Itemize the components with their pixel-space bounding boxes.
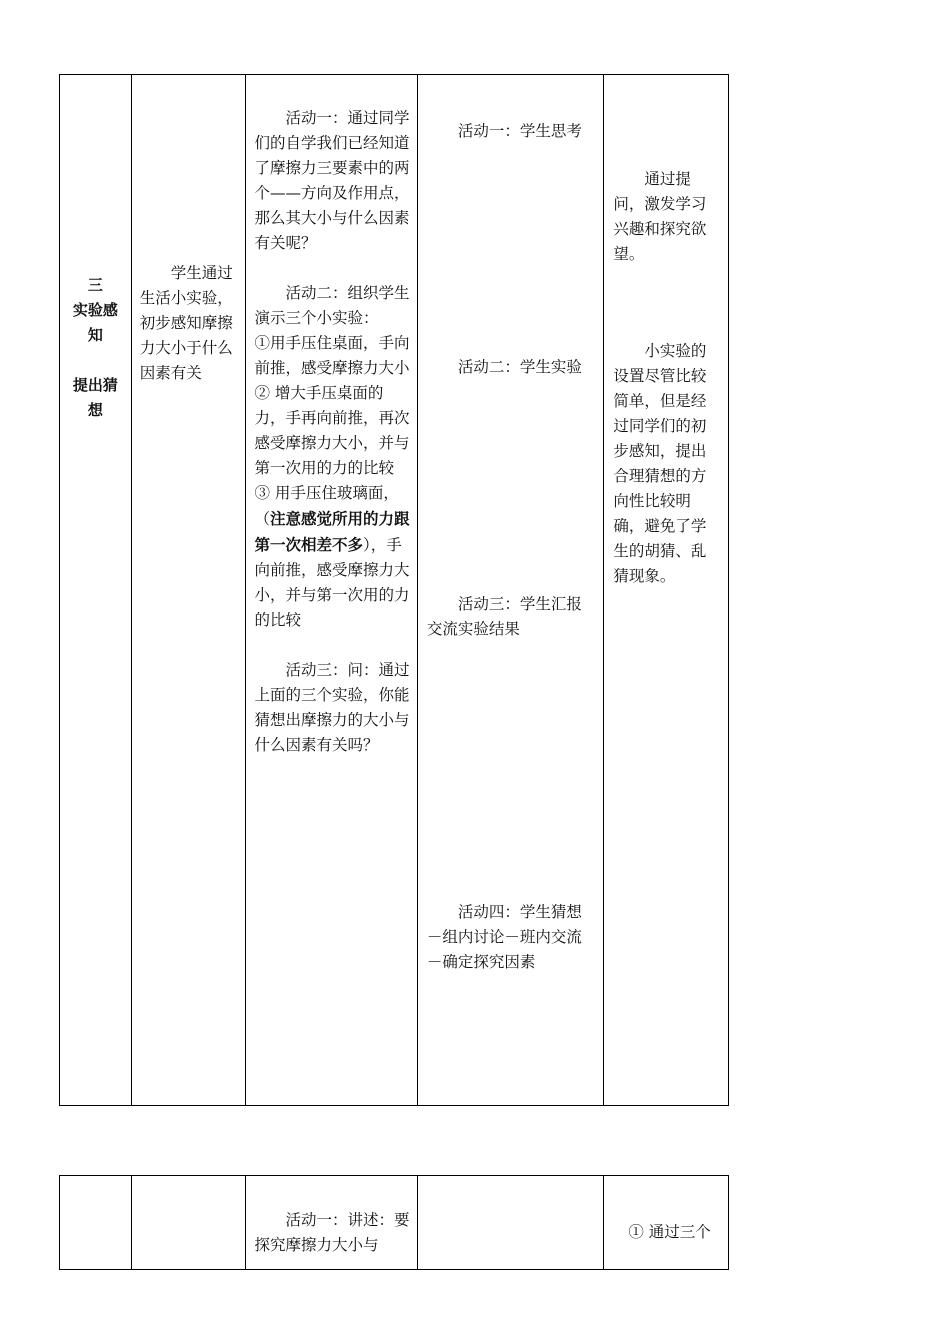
student-activity-3: 活动三：学生汇报交流实验结果 <box>426 595 582 638</box>
teacher-activity-1: 活动一：讲述：要探究摩擦力大小与 <box>254 1211 410 1254</box>
student-activity-4: 活动四：学生猜想－组内讨论－班内交流－确定探究因素 <box>426 903 582 971</box>
teacher-activity-2: 活动二：组织学生演示三个小实验： <box>254 284 410 327</box>
phase-line: 实验感 <box>72 301 118 319</box>
student-activity-1: 活动一：学生思考 <box>457 122 582 140</box>
teacher-activity-cell <box>246 1176 417 1269</box>
teacher-activity-3: 活动三：问：通过上面的三个实验，你能猜想出摩擦力的大小与什么因素有关吗？ <box>254 661 410 754</box>
step-3-note: 注意感觉所用的力跟第一次相差不多 <box>254 509 410 554</box>
objective-text: 学生通过生活小实验，初步感知摩擦力大小于什么因素有关 <box>139 264 233 382</box>
lesson-table-section-3 <box>59 74 729 1106</box>
experiment-step-2: ② 增大手压桌面的力，手再向前推，再次感受摩擦力大小，并与第一次用的力的比较 <box>254 384 410 477</box>
phase-cell <box>60 75 132 1105</box>
phase-gap <box>60 348 131 373</box>
step-3-prefix: ③ 用手压住玻璃面，（ <box>254 484 399 528</box>
design-intent-cell <box>604 1176 728 1269</box>
design-intent-cell <box>604 75 728 1105</box>
student-activity-cell <box>418 75 604 1105</box>
student-activity-cell <box>418 1176 604 1269</box>
teacher-activity-1: 活动一：通过同学们的自学我们已经知道了摩擦力三要素中的两个——方向及作用点，那么其大小与什么因素有关呢？ <box>254 109 410 252</box>
phase-line: 想 <box>87 401 103 419</box>
objective-cell <box>132 75 247 1105</box>
phase-title <box>60 273 131 423</box>
phase-line: 三 <box>87 276 103 294</box>
phase-cell <box>60 1176 132 1269</box>
step-3-suffix: ），手向前推，感受摩擦力大小，并与第一次用的力的比较 <box>254 536 410 629</box>
design-intent-1: ① 通过三个 <box>628 1223 711 1241</box>
phase-line: 提出猜 <box>72 376 118 394</box>
teacher-activity-cell <box>246 75 417 1105</box>
experiment-step-3 <box>254 481 410 633</box>
phase-line: 知 <box>87 326 103 344</box>
lesson-table-section-4 <box>59 1175 729 1270</box>
objective-cell <box>132 1176 247 1269</box>
experiment-step-1: ①用手压住桌面，手向前推，感受摩擦力大小 <box>254 334 410 377</box>
design-intent-1: 通过提问，激发学习兴趣和探究欲望。 <box>613 170 707 263</box>
design-intent-2: 小实验的设置尽管比较简单，但是经过同学们的初步感知，提出合理猜想的方向性比较明确，避免了学生的胡猜、乱猜现象。 <box>613 342 707 585</box>
student-activity-2: 活动二：学生实验 <box>457 358 582 376</box>
